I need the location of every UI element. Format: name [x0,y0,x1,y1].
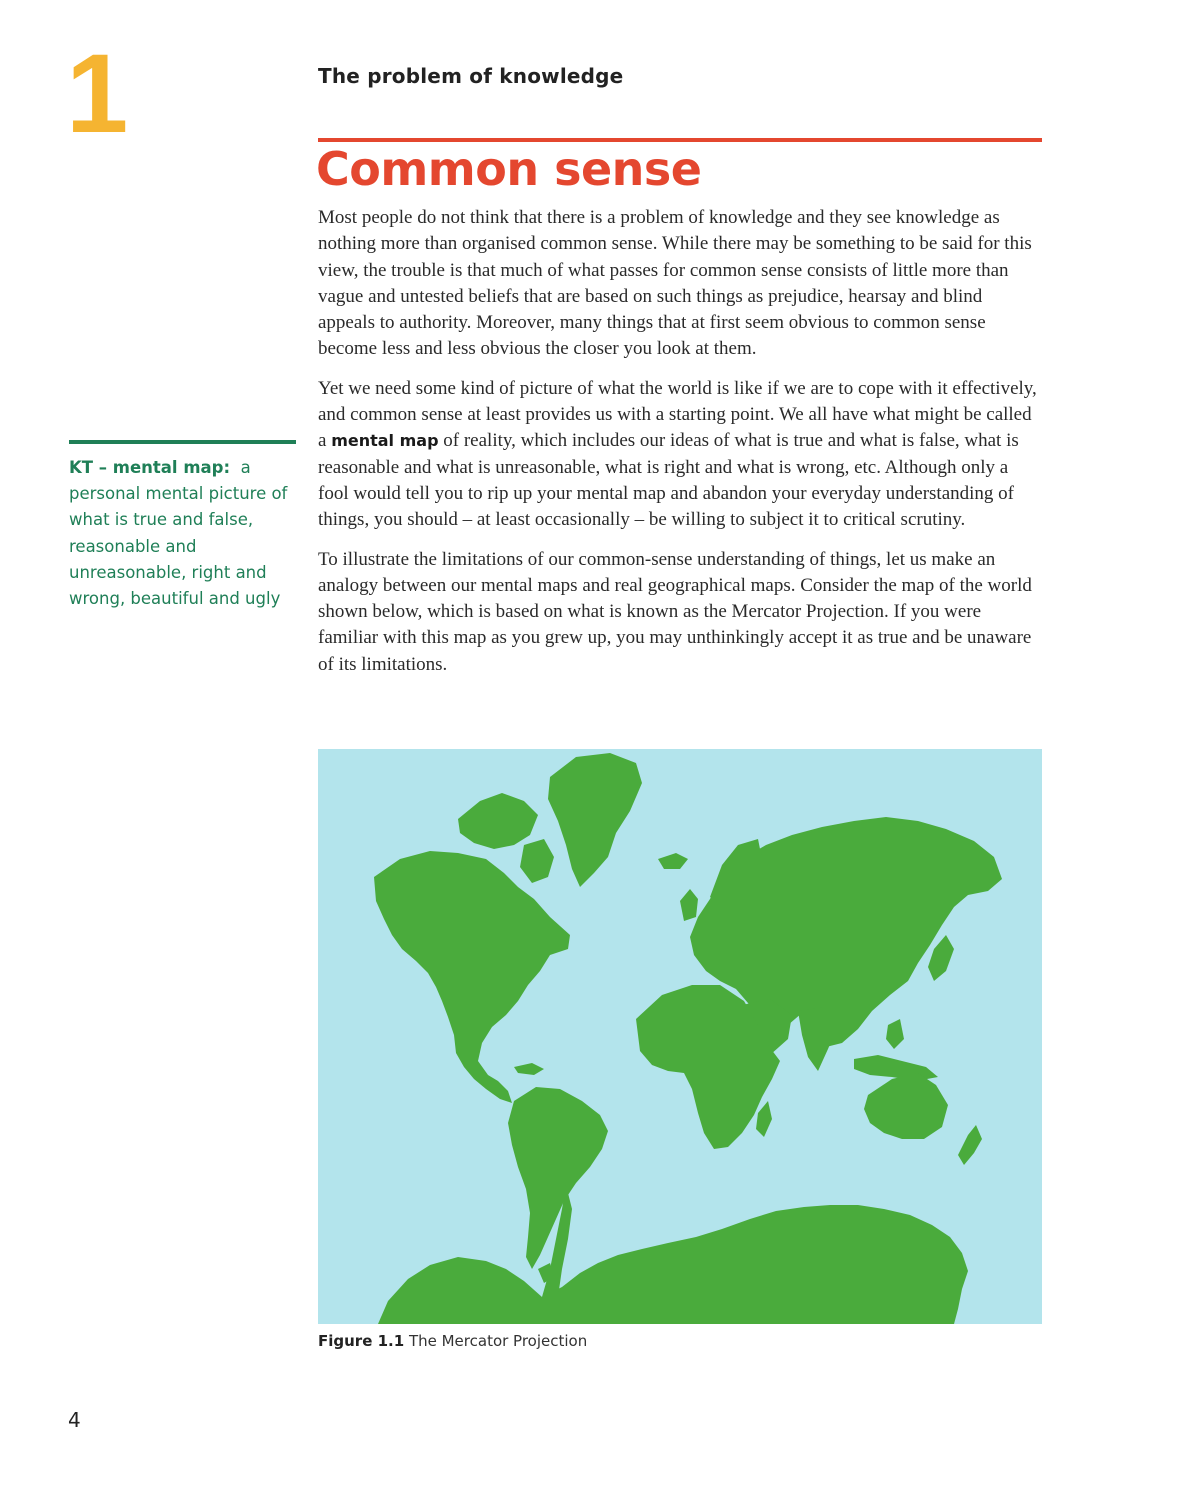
mental-map-term: mental map [331,431,439,451]
running-head: The problem of knowledge [318,64,624,88]
key-term-definition: a personal mental picture of what is true and false, reasonable and unreasonable, right and wrong, beautiful and ugly [69,458,288,609]
key-term-box [69,455,291,612]
paragraph-3: To illustrate the limitations of our common-sense understanding of things, let us make an analogy between our mental maps and real geographical maps. Consider the map of the world shown below, which is based on what is known as the Mercator Projection. If you were familiar with this map as you grew up, you may unthinkingly accept it as true and be unaware of its limitations. [318,548,1032,675]
mercator-world-map [318,749,1042,1324]
page-number: 4 [68,1408,81,1432]
body-text [318,205,1042,691]
paragraph-1: Most people do not think that there is a problem of knowledge and they see knowledge as nothing more than organised common sense. While there may be something to be said for this view, the trouble is that much of what passes for common sense consists of little more than vague and untested beliefs that are based on such things as prejudice, hearsay and blind appeals to authority. Moreover, many things that at first seem obvious to common sense become less and less obvious the closer you look at them. [318,207,1032,360]
key-term-label: KT – mental map: [69,458,231,477]
key-term-rule [69,440,296,444]
figure-caption [318,1332,587,1350]
paragraph-2-start: Yet we need some kind of picture of what the world is like if we are to cope with it effectively, and common sense at least provides us with a starting point. We all have what might be called a [318,377,1037,452]
section-title: Common sense [316,142,702,196]
figure-label: Figure 1.1 [318,1332,405,1350]
chapter-number: 1 [66,31,129,156]
paragraph-2-end: of reality, which includes our ideas of what is true and what is false, what is reasonable and what is unreasonable, what is right and what is wrong, etc. Although only a fool would tell you to rip up your mental map and abandon your everyday understanding of things, you should – at least occasionally – be willing to subject it to critical scrutiny. [318,430,1019,531]
world-map-image [318,749,1042,1324]
paragraph-2 [318,376,1042,534]
figure-caption-text: The Mercator Projection [408,1332,588,1350]
